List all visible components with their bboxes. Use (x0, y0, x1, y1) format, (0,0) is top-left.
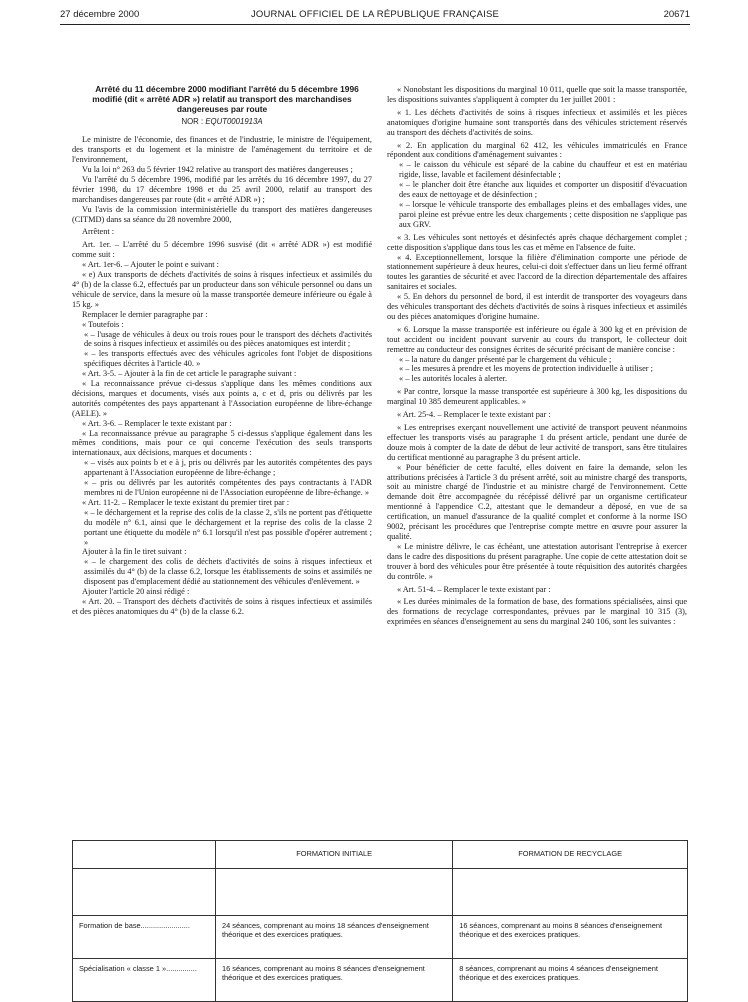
paragraph: « 3. Les véhicules sont nettoyés et désinfectés après chaque déchargement complet ; cette disposition s'applique dans tous les cas et même en l'absence de fuite. (387, 232, 687, 252)
paragraph: Vu l'arrêté du 5 décembre 1996, modifié par les arrêtés du 16 décembre 1997, du 27 février 1998, du 17 décembre 1998 et du 25 avril 2000, relatif au transport des marchandises dangereuses par route (dit « arrêté ADR ») ; (72, 174, 372, 204)
paragraph: « La reconnaissance prévue ci-dessus s'applique dans les mêmes conditions aux décisions, marques et documents, visés aux points a, c et d, pris ou délivrés par les autorités compétentes des pays appartenant à l'Association européenne de libre-échange (AELE). » (72, 379, 372, 418)
paragraph: Art. 1er. – L'arrêté du 5 décembre 1996 susvisé (dit « arrêté ADR ») est modifié comme suit : (72, 240, 372, 260)
nor-label: NOR : (181, 117, 204, 127)
row-label: Spécialisation « classe 1 »............... (73, 959, 216, 1002)
right-column-body (387, 85, 687, 627)
table-row (73, 959, 688, 1002)
table-header-initial: FORMATION INITIALE (216, 841, 453, 869)
paragraph: « Art. 1er-6. – Ajouter le point e suivant : (82, 260, 219, 270)
paragraph: « – visés aux points b et e à j, pris ou délivrés par les autorités compétentes des pays appartenant à l'Association européenne de libre-échange ; (84, 458, 372, 478)
paragraph: « Pour bénéficier de cette faculté, elles doivent en faire la demande, selon les attributions précisées à l'article 3 du présent arrêté, soit au ministre chargé des transports, soit au ministre chargé de l'industrie et au ministre chargé de l'environnement. Cette demande doit être accompagnée du récépissé délivré par un organisme certificateur mentionné à l'appendice C.2, attestant que le demandeur a déposé, en vue de sa certification, un manuel d'assurance de la qualité complet et conforme à la norme ISO 9002, précisant les procédures que l'entreprise compte mettre en œuvre pour assurer la qualité. (387, 462, 687, 541)
page-number: 20671 (663, 9, 690, 20)
page-header (60, 6, 690, 22)
paragraph: « – le plancher doit être étanche aux liquides et comporter un dispositif d'évacuation des eaux de nettoyage et de désinfection ; (399, 180, 687, 200)
paragraph: « 4. Exceptionnellement, lorsque la filière d'élimination comporte une période de stationnement supérieure à deux heures, celui-ci doit s'effectuer dans un lieu fermé offrant toutes les garanties de sécurité et avec l'accord de la direction départementale des affaires sanitaires et sociales. (387, 252, 687, 292)
row-initial: 24 séances, comprenant au moins 18 séances d'enseignement théorique et des exercices pratiques. (216, 916, 453, 959)
paragraph: « 1. Les déchets d'activités de soins à risques infectieux et assimilés et les pièces anatomiques d'origine humaine sont transportés dans des véhicules strictement réservés au transport des déchets d'activités de soins. (387, 107, 687, 137)
paragraph: « – la nature du danger présenté par le chargement du véhicule ; (399, 354, 612, 364)
paragraph: « Art. 11-2. – Remplacer le texte existant du premier tiret par : (82, 497, 290, 507)
paragraph: « Art. 20. – Transport des déchets d'activités de soins à risques infectieux et assimilés et des pièces anatomiques du 4° (b) de la classe 6.2. (72, 596, 372, 616)
row-initial: 16 séances, comprenant au moins 8 séances d'enseignement théorique et des exercices pratiques. (216, 959, 453, 1002)
paragraph: « 2. En application du marginal 62 412, les véhicules immatriculés en France répondent aux conditions d'aménagement suivantes : (387, 140, 687, 160)
paragraph: Ajouter à la fin le tiret suivant : (82, 547, 187, 557)
paragraph: « Le ministre délivre, le cas échéant, une attestation autorisant l'entreprise à exercer dans le cadre des dispositions du présent paragraphe. Une copie de cette attestation doit se trouver à bord des véhicules pour être présentée à toute réquisition des autorités chargées du contrôle. » (387, 541, 687, 581)
left-column-body (72, 135, 372, 617)
training-duration-table (72, 840, 688, 1002)
paragraph: « Art. 51-4. – Remplacer le texte existant par : (397, 584, 551, 594)
paragraph: Vu l'avis de la commission interministérielle du transport des matières dangereuses (CITMD) dans sa séance du 28 novembre 2000, (72, 204, 372, 224)
paragraph: « – l'usage de véhicules à deux ou trois roues pour le transport des déchets d'activités de soins à risques infectieux et assimilés ou des pièces anatomiques est interdit ; (84, 329, 372, 349)
paragraph: Le ministre de l'économie, des finances et de l'industrie, le ministre de l'équipement, des transports et du logement et la ministre de l'aménagement du territoire et de l'environnement, (72, 135, 372, 165)
table-row (73, 916, 688, 959)
table-header-row (73, 841, 688, 869)
paragraph: « Toutefois : (82, 319, 124, 329)
paragraph: « – les mesures à prendre et les moyens de protection individuelle à utiliser ; (399, 364, 653, 374)
paragraph: « – les transports effectués avec des véhicules agricoles font l'objet de dispositions spécifiques décrites à l'article 40. » (84, 349, 372, 369)
row-label: Formation de base........................ (73, 916, 216, 959)
paragraph: Ajouter l'article 20 ainsi rédigé : (82, 587, 190, 597)
paragraph: « Art. 3-6. – Remplacer le texte existant par : (82, 418, 232, 428)
paragraph: « 5. En dehors du personnel de bord, il est interdit de transporter des voyageurs dans des véhicules transportant des déchets d'activités de soins à risques infectieux et assimilés ou des pièces anatomiques d'origine humaine. (387, 292, 687, 321)
paragraph: « Les durées minimales de la formation de base, des formations spécialisées, ainsi que des formations de recyclage correspondantes, prévues par le marginal 10 315 (3), exprimées en séances d'enseignement au sens du marginal 240 106, sont les suivantes : (387, 597, 687, 627)
paragraph: « – pris ou délivrés par les autorités compétentes des pays contractants à l'ADR membres ni de l'Union européenne ni de l'Association européenne de libre-échange. » (84, 478, 372, 498)
left-column (72, 85, 372, 617)
paragraph: « – le chargement des colis de déchets d'activités de soins à risques infectieux et assimilés du 4° (b) de la classe 6.2, lorsque les établissements de soins et assimilés ne disposent pas d'emplacement dédié au stationnement des véhicules d'enlèvement. » (84, 557, 372, 587)
paragraph: « 6. Lorsque la masse transportée est inférieure ou égale à 300 kg et en prévision de tout accident ou incident pouvant survenir au cours du transport, le collecteur doit remettre au conducteur des consignes écrites de sécurité précisant de manière concise : (387, 324, 687, 354)
paragraph: « – le déchargement et la reprise des colis de la classe 2, s'ils ne portent pas d'étiquette du modèle n° 6.1, ainsi que le déchargement et la reprise des colis de la classe 2 portant une étiquette du modèle n° 6.1 lorsqu'il n'est pas possible d'opérer autrement ; » (84, 507, 372, 547)
paragraph: « – les autorités locales à alerter. (399, 374, 508, 384)
nor-code: EQUT0001913A (205, 117, 263, 127)
paragraph: « – lorsque le véhicule transporte des emballages pleins et des emballages vides, une paroi pleine est prévue entre les deux chargements ; cette disposition ne s'applique pas aux GRV. (399, 199, 687, 229)
decree-title: Arrêté du 11 décembre 2000 modifiant l'arrêté du 5 décembre 1996 modifié (dit « arrêté ADR ») relatif au transport des marchandises dangereuses par route (92, 84, 359, 114)
header-rule (60, 24, 690, 25)
paragraph: « Les entreprises exerçant nouvellement une activité de transport peuvent néanmoins effectuer les transports visés au paragraphe 1 du présent article, pendant une durée de douze mois à compter de la date de début de leur activité de transport, sans être titulaires du certificat mentionné au paragraphe 3 du présent article. (387, 423, 687, 462)
paragraph: « La reconnaissance prévue au paragraphe 5 ci-dessus s'applique également dans les mêmes conditions, mais pour ce qui concerne l'exécution des seuls transports internationaux, aux décisions, marques et documents : (72, 428, 372, 458)
row-recycling: 16 séances, comprenant au moins 8 séances d'enseignement théorique et des exercices pratiques. (453, 916, 688, 959)
table-header-recycling: FORMATION DE RECYCLAGE (453, 841, 688, 869)
row-recycling: 8 séances, comprenant au moins 4 séances d'enseignement théorique et des exercices pratiques. (453, 959, 688, 1002)
paragraph: « Art. 25-4. – Remplacer le texte existant par : (397, 410, 551, 420)
table-header-empty (73, 841, 216, 869)
nor-reference (72, 117, 372, 127)
paragraph: Remplacer le dernier paragraphe par : (82, 309, 208, 319)
journal-title: JOURNAL OFFICIEL DE LA RÉPUBLIQUE FRANÇAISE (250, 9, 500, 20)
paragraph: « e) Aux transports de déchets d'activités de soins à risques infectieux et assimilés du 4° (b) de la classe 6.2, effectués par un producteur dans son véhicule personnel ou dans un véhicule de service, dans la mesure où la masse transportée demeure inférieure ou égale à 15 kg. » (72, 270, 372, 309)
table-spacer-row (73, 869, 688, 916)
right-column (387, 85, 687, 627)
paragraph: « Art. 3-5. – Ajouter à la fin de cet article le paragraphe suivant : (82, 369, 297, 379)
paragraph: « Par contre, lorsque la masse transportée est supérieure à 300 kg, les dispositions du marginal 10 385 demeurent applicables. » (387, 387, 687, 407)
paragraph: Arrêtent : (82, 227, 115, 237)
paragraph: « Nonobstant les dispositions du marginal 10 011, quelle que soit la masse transportée, les dispositions suivantes s'appliquent à compter du 1er juillet 2001 : (387, 85, 687, 104)
issue-date: 27 décembre 2000 (60, 9, 140, 20)
paragraph: « – le caisson du véhicule est séparé de la cabine du chauffeur et est en matériau rigide, lisse, lavable et facilement désinfectable ; (399, 160, 687, 180)
paragraph: Vu la loi n° 263 du 5 février 1942 relative au transport des matières dangereuses ; (82, 165, 353, 175)
